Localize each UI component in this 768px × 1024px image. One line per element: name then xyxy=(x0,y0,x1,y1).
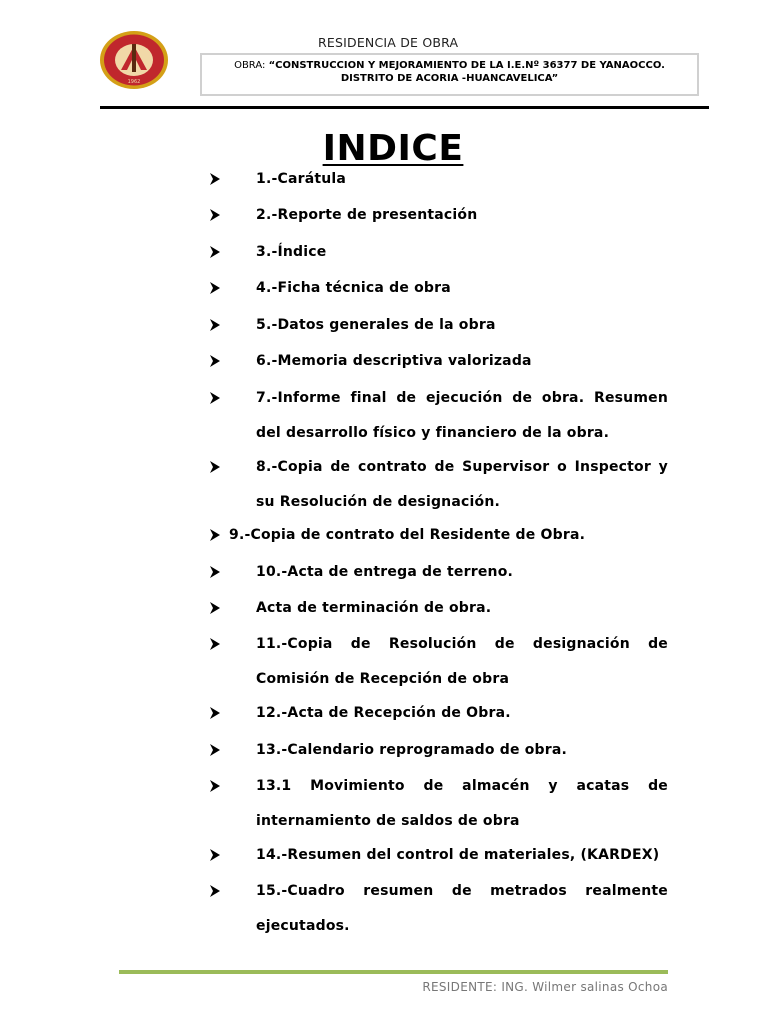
index-item: 3.-Índice xyxy=(256,244,327,260)
footer-signature: RESIDENTE: ING. Wilmer salinas Ochoa xyxy=(422,980,668,994)
obra-line-2: DISTRITO DE ACORIA -HUANCAVELICA” xyxy=(340,73,559,84)
index-item: 13.-Calendario reprogramado de obra. xyxy=(256,742,568,758)
arrow-bullet-icon xyxy=(209,601,221,615)
header-divider xyxy=(100,106,709,109)
index-item: 9.-Copia de contrato del Residente de Obra. xyxy=(229,527,586,543)
arrow-bullet-icon xyxy=(209,565,221,579)
arrow-bullet-icon xyxy=(209,245,221,259)
index-item: 1.-Carátula xyxy=(256,171,347,187)
arrow-bullet-icon xyxy=(209,208,221,222)
index-item: 6.-Memoria descriptiva valorizada xyxy=(256,353,532,369)
index-item: 7.-Informe final de ejecución de obra. Resumen del desarrollo físico y financiero de la obra. xyxy=(256,390,668,441)
arrow-bullet-icon xyxy=(209,318,221,332)
index-item: 4.-Ficha técnica de obra xyxy=(256,280,451,296)
institution-logo xyxy=(99,30,169,90)
index-item: 11.-Copia de Resolución de designación de Comisión de Recepción de obra xyxy=(256,636,668,687)
arrow-bullet-icon xyxy=(209,528,221,542)
index-item: 8.-Copia de contrato de Supervisor o Inspector y su Resolución de designación. xyxy=(256,459,668,510)
arrow-bullet-icon xyxy=(209,354,221,368)
arrow-bullet-icon xyxy=(209,460,221,474)
obra-box xyxy=(200,53,699,96)
index-item: 10.-Acta de entrega de terreno. xyxy=(256,564,514,580)
arrow-bullet-icon xyxy=(209,848,221,862)
obra-prefix: OBRA: xyxy=(234,60,269,71)
index-item: 2.-Reporte de presentación xyxy=(256,207,478,223)
index-item: 12.-Acta de Recepción de Obra. xyxy=(256,705,511,721)
arrow-bullet-icon xyxy=(209,743,221,757)
index-item: 5.-Datos generales de la obra xyxy=(256,317,496,333)
obra-line-1: “CONSTRUCCION Y MEJORAMIENTO DE LA I.E.Nº 36377 DE YANAOCCO. xyxy=(268,60,665,71)
index-item: Acta de terminación de obra. xyxy=(256,600,492,616)
arrow-bullet-icon xyxy=(209,172,221,186)
arrow-bullet-icon xyxy=(209,779,221,793)
logo-year: 1962 xyxy=(127,79,141,85)
arrow-bullet-icon xyxy=(209,884,221,898)
index-item: 14.-Resumen del control de materiales, (KARDEX) xyxy=(256,847,660,863)
arrow-bullet-icon xyxy=(209,706,221,720)
index-item: 13.1 Movimiento de almacén y acatas de internamiento de saldos de obra xyxy=(256,778,668,829)
arrow-bullet-icon xyxy=(209,281,221,295)
header-title: RESIDENCIA DE OBRA xyxy=(318,35,459,50)
index-item: 15.-Cuadro resumen de metrados realmente ejecutados. xyxy=(256,883,668,934)
arrow-bullet-icon xyxy=(209,391,221,405)
arrow-bullet-icon xyxy=(209,637,221,651)
index-title: INDICE xyxy=(322,128,464,169)
footer-divider xyxy=(119,970,668,974)
